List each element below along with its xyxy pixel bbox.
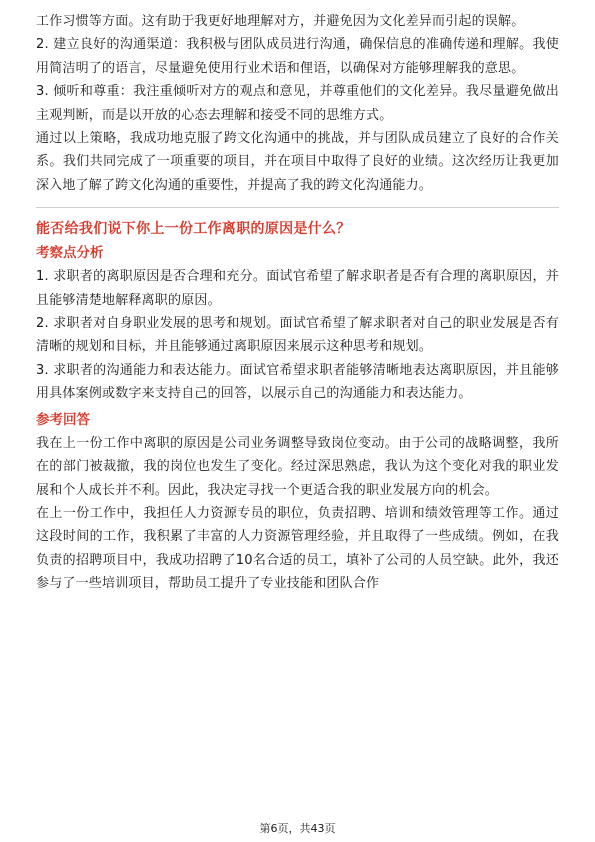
- continuation-paragraph: 工作习惯等方面。这有助于我更好地理解对方，并避免因为文化差异而引起的误解。: [36, 14, 525, 29]
- answer-paragraph: 在上一份工作中，我担任人力资源专员的职位，负责招聘、培训和绩效管理等工作。通过这段时间的工作，我积累了丰富的人力资源管理经验，并且取得了一些成绩。例如，在我负责的招聘项目中，我成功招聘了10名合适的员工，填补了公司的人员空缺。此外，我还参与了一些培训项目，帮助员工提升了专业技能和团队合作: [36, 505, 559, 592]
- page-footer: 第6页，共43页: [259, 822, 336, 835]
- analysis-item: 3. 求职者的沟通能力和表达能力。面试官希望求职者能够清晰地表达离职原因，并且能够用具体案例或数字来支持自己的回答，以展示自己的沟通能力和表达能力。: [36, 362, 559, 402]
- summary-paragraph: 通过以上策略，我成功地克服了跨文化沟通中的挑战，并与团队成员建立了良好的合作关系。我们共同完成了一项重要的项目，并在项目中取得了良好的业绩。这次经历让我更加深入地了解了跨文化沟通的重要性，并提高了我的跨文化沟通能力。: [36, 131, 559, 193]
- answer-heading: 参考回答: [36, 411, 90, 428]
- analysis-item: 1. 求职者的离职原因是否合理和充分。面试官希望了解求职者是否有合理的离职原因，并且能够清楚地解释离职的原因。: [36, 269, 559, 308]
- answer-paragraph: 我在上一份工作中离职的原因是公司业务调整导致岗位变动。由于公司的战略调整，我所在的部门被裁撤，我的岗位也发生了变化。经过深思熟虑，我认为这个变化对我的职业发展和个人成长并不利。因此，我决定寻找一个更适合我的职业发展方向的机会。: [36, 435, 559, 498]
- section-divider: [36, 207, 559, 208]
- analysis-item: 2. 求职者对自身职业发展的思考和规划。面试官希望了解求职者对自己的职业发展是否有清晰的规划和目标，并且能够通过离职原因来展示这种思考和规划。: [36, 316, 559, 355]
- document-page: [36, 10, 559, 596]
- strategy-item: 3. 倾听和尊重：我注重倾听对方的观点和意见，并尊重他们的文化差异。我尽量避免做出主观判断，而是以开放的心态去理解和接受不同的思维方式。: [36, 84, 559, 123]
- question-title: 能否给我们说下你上一份工作离职的原因是什么？: [36, 221, 351, 238]
- analysis-heading: 考察点分析: [36, 245, 104, 262]
- strategy-item: 2. 建立良好的沟通渠道：我积极与团队成员进行沟通，确保信息的准确传递和理解。我使用简洁明了的语言，尽量避免使用行业术语和俚语，以确保对方能够理解我的意思。: [36, 37, 559, 76]
